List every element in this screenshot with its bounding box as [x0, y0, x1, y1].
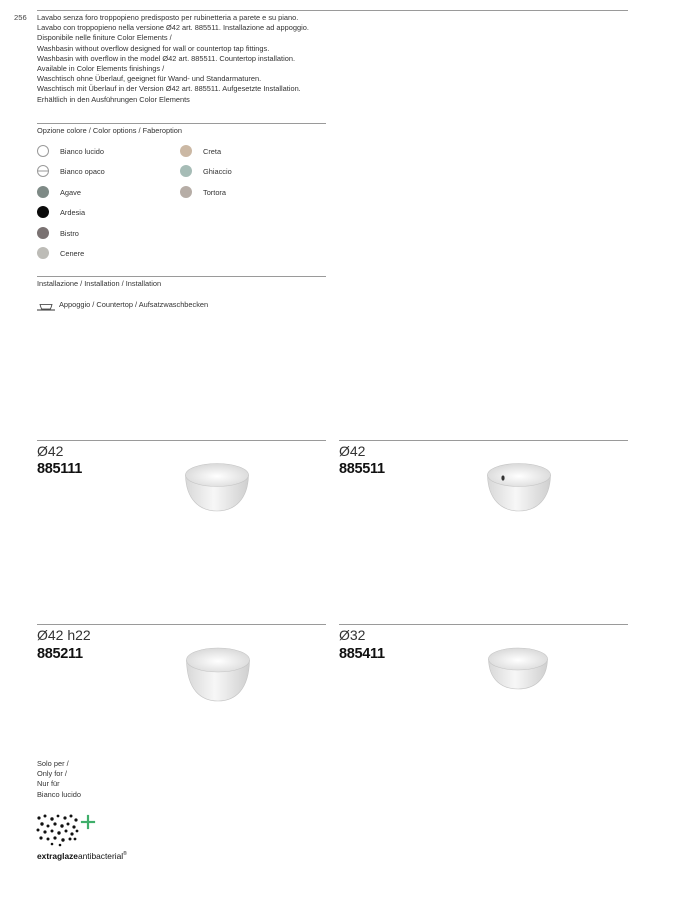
color-option-bianco-opaco [37, 164, 105, 178]
color-option-creta [180, 144, 221, 158]
installation-heading: Installazione / Installation / Installation [37, 279, 162, 288]
color-label: Bianco lucido [60, 146, 104, 156]
color-label: Bianco opaco [60, 166, 105, 176]
product-divider [339, 440, 628, 441]
product-description [37, 13, 337, 105]
description-line: Waschtisch mit Überlauf in der Version Ø42 art. 885511. Aufgesetzte Installation. [37, 84, 301, 94]
basin-image-885411 [487, 646, 549, 690]
countertop-basin-icon [37, 299, 55, 309]
installation-label: Appoggio / Countertop / Aufsatzwaschbecken [59, 299, 209, 309]
note-line: Only for / [37, 769, 67, 779]
color-swatch [37, 186, 49, 198]
color-section-divider [37, 123, 326, 124]
note-line: Nur für [37, 779, 60, 789]
description-line: Lavabo senza foro troppopieno predisposto per rubinetteria a parete e su piano. [37, 13, 299, 22]
color-swatch [37, 145, 49, 157]
brand-regular: antibacterial [77, 851, 124, 861]
color-swatch [37, 227, 49, 239]
color-swatch [37, 165, 49, 177]
description-line: Available in Color Elements finishings / [37, 64, 165, 74]
page-number: 256 [14, 13, 27, 22]
color-option-bianco-lucido [37, 144, 104, 158]
note-line: Solo per / [37, 759, 69, 768]
product-code: 885411 [339, 646, 385, 662]
availability-note [37, 759, 81, 800]
color-option-tortora [180, 185, 226, 199]
extraglaze-antibacterial-label [37, 851, 127, 861]
description-line: Lavabo con troppopieno nella versione Ø42 art. 885511. Installazione ad appoggio. [37, 23, 309, 33]
description-line: Disponibile nelle finiture Color Elements / [37, 33, 172, 43]
product-size: Ø42 h22 [37, 627, 91, 643]
brand-bold: extraglaze [37, 851, 78, 861]
description-line: Waschtisch ohne Überlauf, geeignet für Wand- und Standarmaturen. [37, 74, 262, 84]
installation-section-divider [37, 276, 326, 277]
basin-image-885211 [185, 646, 251, 702]
color-label: Ghiaccio [203, 166, 232, 176]
product-code: 885511 [339, 461, 385, 477]
color-label: Cenere [60, 248, 85, 258]
color-label: Bistro [60, 228, 79, 238]
registered-mark: ® [123, 851, 127, 858]
color-options-heading: Opzione colore / Color options / Faberoption [37, 126, 183, 135]
color-option-bistro [37, 226, 79, 240]
color-swatch [180, 186, 192, 198]
color-option-cenere [37, 246, 84, 260]
color-option-ghiaccio [180, 164, 232, 178]
color-swatch [180, 145, 192, 157]
product-code: 885111 [37, 461, 82, 477]
note-line: Bianco lucido [37, 789, 81, 799]
color-label: Ardesia [60, 207, 86, 217]
color-label: Tortora [203, 187, 227, 197]
color-swatch [180, 165, 192, 177]
description-line: Erhältlich in den Ausführungen Color Elements [37, 94, 190, 104]
top-divider [37, 10, 628, 11]
color-label: Agave [60, 187, 81, 197]
product-size: Ø42 [37, 443, 64, 459]
description-line: Washbasin with overflow in the model Ø42 art. 885511. Countertop installation. [37, 53, 295, 63]
product-size: Ø42 [339, 443, 366, 459]
description-line: Washbasin without overflow designed for wall or countertop tap fittings. [37, 43, 270, 53]
product-divider [339, 624, 628, 625]
overflow-hole-icon [501, 475, 504, 480]
basin-image-885511 [486, 462, 552, 512]
product-divider [37, 624, 326, 625]
basin-image-885111 [184, 462, 250, 512]
color-swatch [37, 206, 49, 218]
extraglaze-logo-icon [36, 813, 98, 847]
color-label: Creta [203, 146, 222, 156]
installation-type [37, 298, 337, 310]
color-option-agave [37, 185, 81, 199]
color-option-ardesia [37, 205, 85, 219]
product-size: Ø32 [339, 627, 366, 643]
color-swatch [37, 247, 49, 259]
product-code: 885211 [37, 646, 83, 662]
product-divider [37, 440, 326, 441]
